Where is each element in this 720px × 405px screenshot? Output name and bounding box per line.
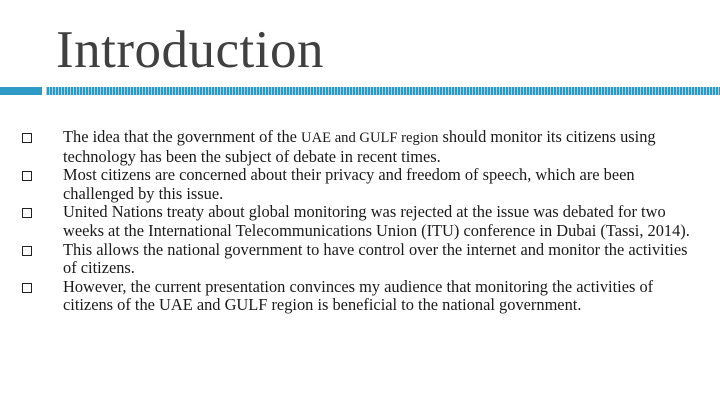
bullet-list [0, 128, 720, 315]
hollow-square-icon [22, 133, 32, 143]
bullet-item [0, 278, 720, 315]
bullet-text: However, the current presentation convinces my audience that monitoring the activities of citizens of the UAE and GULF region is beneficial to the national government. [63, 276, 654, 315]
title-rule-left-segment [0, 87, 42, 95]
bullet-text-part: The idea that the government of the [63, 127, 302, 146]
bullet-text: Most citizens are concerned about their privacy and freedom of speech, which are been challenged by this issue. [63, 165, 635, 203]
hollow-square-icon [22, 283, 32, 293]
bullet-item [0, 128, 720, 166]
bullet-item [0, 166, 720, 203]
bullet-text-part: should monitor its citizens using technology has been the subject of debate in recent times. [63, 127, 656, 166]
title-rule [46, 87, 720, 95]
hollow-square-icon [22, 246, 32, 256]
bullet-text: United Nations treaty about global monitoring was rejected at the issue was debated for two weeks at the International Telecommunications Union (ITU) conference in Dubai (Tassi, 2014). [63, 202, 690, 240]
bullet-item [0, 241, 720, 278]
hollow-square-icon [22, 208, 32, 218]
bullet-text-small-part: UAE and GULF region [301, 130, 439, 146]
bullet-item [0, 203, 720, 240]
hollow-square-icon [22, 171, 32, 181]
slide-title: Introduction [56, 21, 324, 79]
bullet-text: This allows the national government to have control over the internet and monitor the activities of citizens. [63, 239, 688, 278]
